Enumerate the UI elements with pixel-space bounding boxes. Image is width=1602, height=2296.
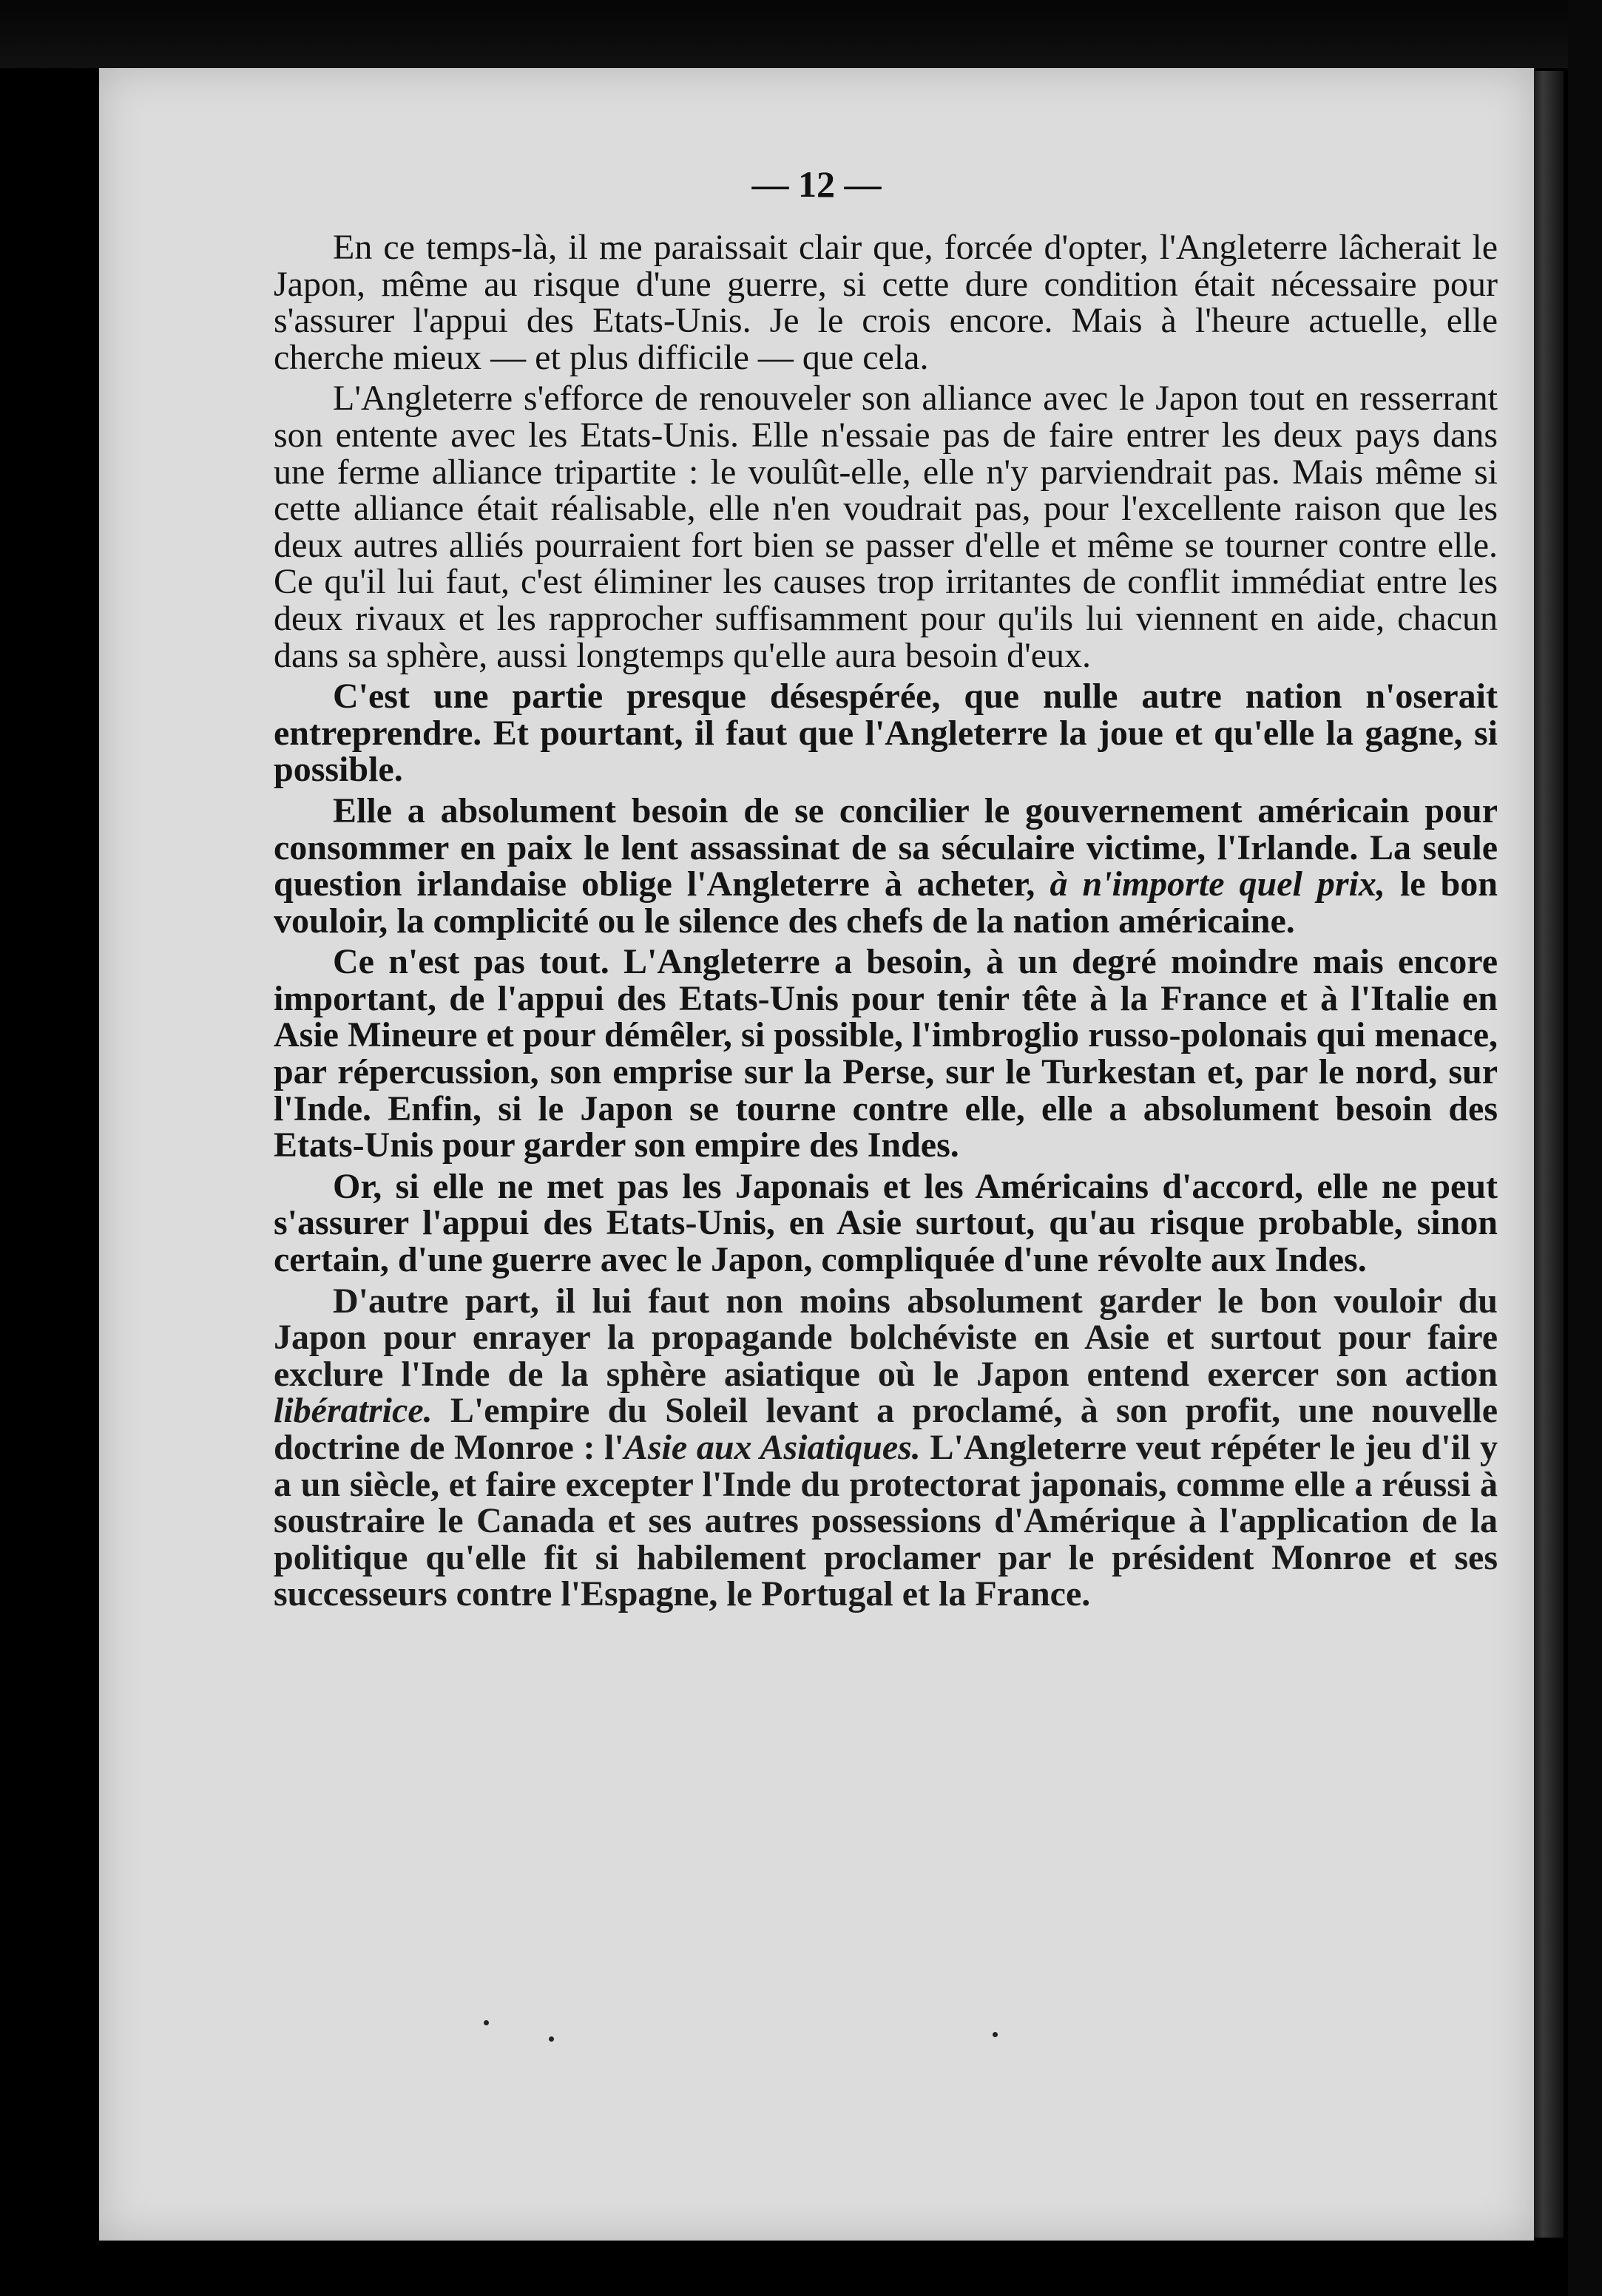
paragraph-2: L'Angleterre s'efforce de renouveler son alliance avec le Japon tout en resserrant son entente avec les Etats-Unis. Elle n'essaie pas de faire entrer les deux pays dans une ferme alliance tripartite : le voulût-elle, elle n'y parviendrait pas. Mais même si cette alliance était réalisable, elle n'en voudrait pas, pour l'excellente raison que les deux autres alliés pourraient fort bien se passer d'elle et même se tourner contre elle. Ce qu'il lui faut, c'est éliminer les causes trop irritantes de conflit immédiat entre les deux rivaux et les rapprocher suffisamment pour qu'ils lui viennent en aide, chacun dans sa sphère, aussi longtemps qu'elle aura besoin d'eux. [274, 379, 1498, 675]
paragraph-4-italic: à n'importe quel prix, [1050, 864, 1385, 904]
paragraph-7-text-before: D'autre part, il lui faut non moins absolument garder le bon vouloir du Japon pour enrayer la propagande bolchéviste en Asie et surtout pour faire exclure l'Inde de la sphère asiatique où le Japon entend exercer son action [274, 1281, 1498, 1394]
scan-speck [993, 2032, 998, 2037]
paragraph-7-text-after: L'Angleterre veut répéter le jeu d'il y a un siècle, et faire excepter l'Inde du protectorat japonais, comme elle a réussi à soustraire le Canada et ses autres possessions d'Amérique à l'application de la politique qu'elle fit si habilement proclamer par le président Monroe et ses successeurs contre l'Espagne, le Portugal et la France. [274, 1428, 1498, 1614]
paragraph-7-italic: libératrice. [274, 1391, 433, 1431]
paragraph-3: C'est une partie presque désespérée, que nulle autre nation n'oserait entreprendre. Et pourtant, il faut que l'Angleterre la joue et qu'elle la gagne, si possible. [274, 677, 1498, 790]
scan-speck [549, 2036, 554, 2042]
paragraph-4-text-before: Elle a absolument besoin de se concilier le gouvernement américain pour consommer en paix le lent assassinat de sa séculaire victime, l'Irlande. La seule question irlandaise oblige l'Angleterre à acheter, [274, 790, 1498, 904]
paragraph-4-text-after: le bon vouloir, la complicité ou le silence des chefs de la nation américaine. [274, 864, 1498, 941]
document-page [99, 68, 1534, 2241]
paragraph-7-italic-2: Asie aux Asiatiques. [623, 1428, 921, 1467]
scan-border-top [0, 0, 1602, 68]
paragraph-7 [274, 1283, 1498, 1613]
paragraph-5: Ce n'est pas tout. L'Angleterre a besoin, à un degré moindre mais encore important, de l'appui des Etats-Unis pour tenir tête à la France et à l'Italie en Asie Mineure et pour démêler, si possible, l'imbroglio russo-polonais qui menace, par répercussion, son emprise sur la Perse, sur le Turkestan et, par le nord, sur l'Inde. Enfin, si le Japon se tourne contre elle, elle a absolument besoin des Etats-Unis pour garder son empire des Indes. [274, 942, 1498, 1165]
paragraph-6: Or, si elle ne met pas les Japonais et les Américains d'accord, elle ne peut s'assurer l'appui des Etats-Unis, en Asie surtout, qu'au risque probable, sinon certain, d'une guerre avec le Japon, compliquée d'une révolte aux Indes. [274, 1166, 1498, 1280]
paragraph-1: En ce temps-là, il me paraissait clair que, forcée d'opter, l'Angleterre lâcherait le Japon, même au risque d'une guerre, si cette dure condition était nécessaire pour s'assurer l'appui des Etats-Unis. Je le crois encore. Mais à l'heure actuelle, elle cherche mieux — et plus difficile — que cela. [274, 228, 1498, 377]
page-edge [1534, 71, 1564, 2238]
scan-speck [484, 2020, 489, 2025]
page-body [274, 229, 1498, 1617]
scan-border-right [1568, 0, 1602, 2296]
paragraph-7-text-middle: L'empire du Soleil levant a proclamé, à son profit, une nouvelle doctrine de Monroe : l' [274, 1391, 1498, 1467]
page-number: — 12 — [751, 163, 882, 205]
paragraph-4 [274, 790, 1498, 941]
